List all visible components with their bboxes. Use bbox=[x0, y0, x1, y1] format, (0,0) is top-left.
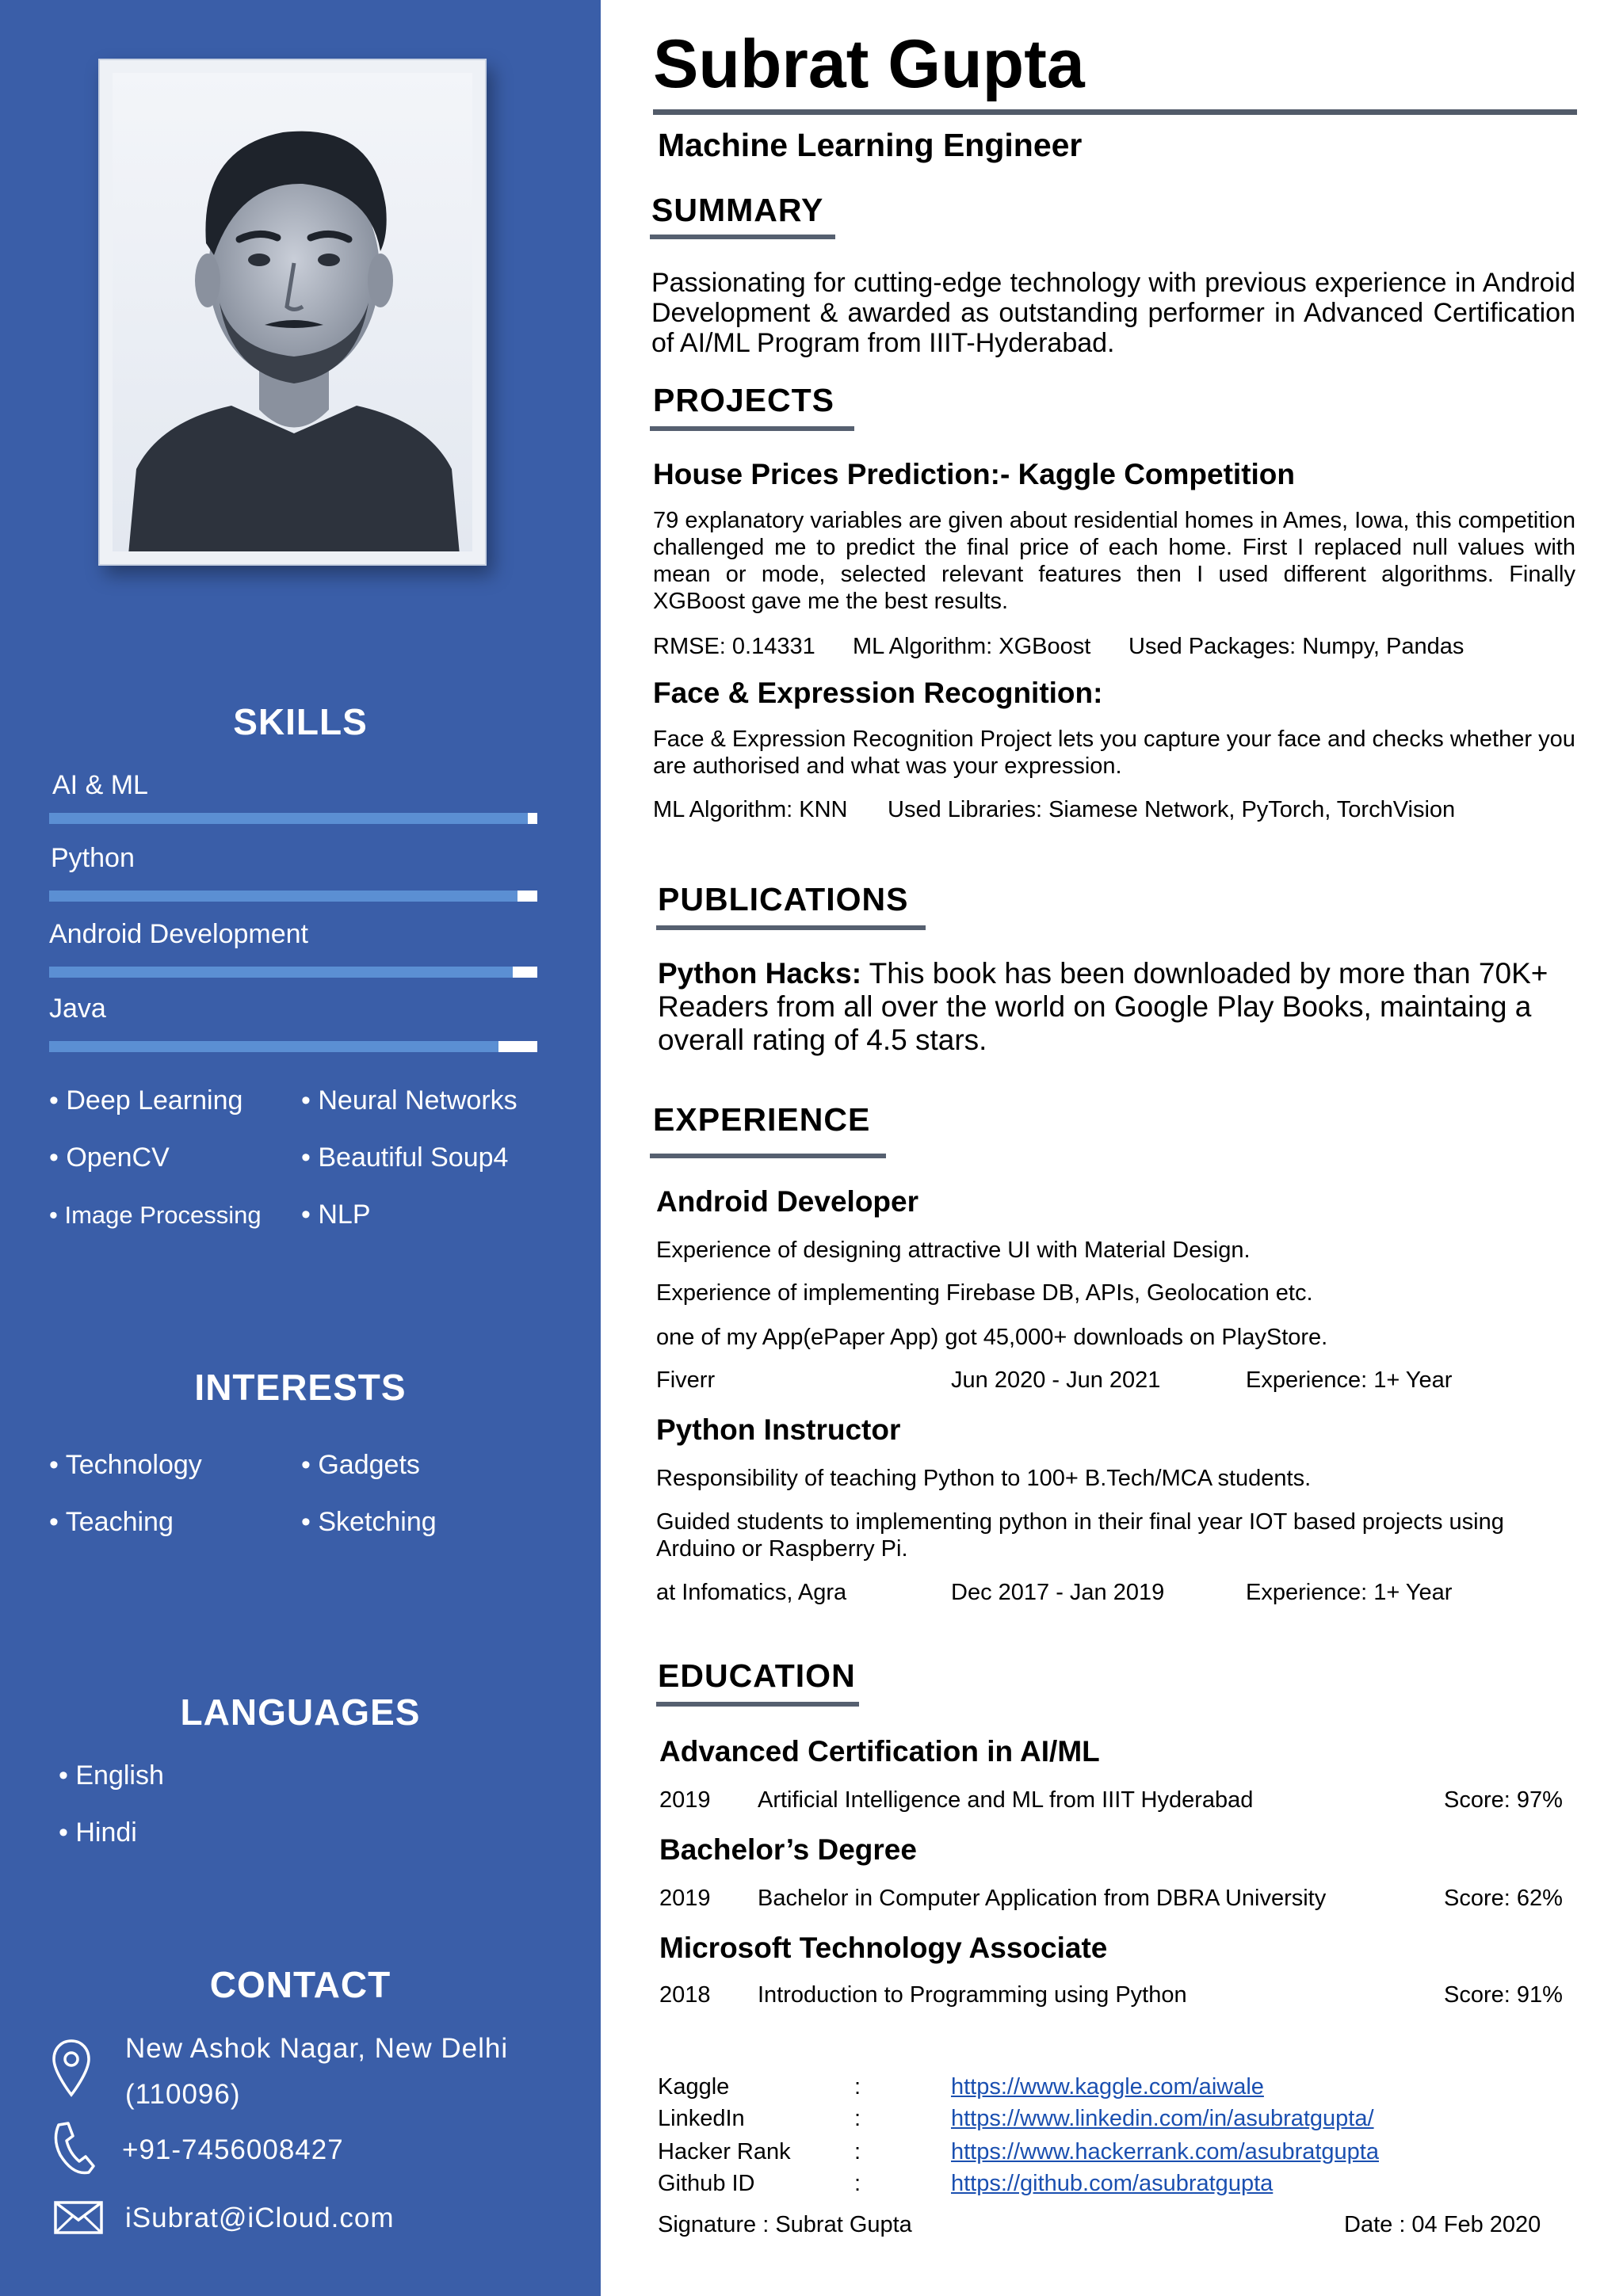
document-date: Date : 04 Feb 2020 bbox=[1344, 2212, 1541, 2237]
education-title: Microsoft Technology Associate bbox=[659, 1932, 1108, 1964]
phone-icon bbox=[51, 2120, 95, 2176]
interest-item: • Gadgets bbox=[301, 1450, 420, 1480]
link-label-github: Github ID bbox=[658, 2171, 755, 2196]
link-label-hackerrank: Hacker Rank bbox=[658, 2139, 791, 2164]
education-divider bbox=[656, 1702, 859, 1707]
project-title: Face & Expression Recognition: bbox=[653, 677, 1103, 709]
experience-line: Experience of designing attractive UI with Material Design. bbox=[656, 1238, 1251, 1263]
education-year: 2019 bbox=[659, 1787, 711, 1813]
contact-address: New Ashok Nagar, New Delhi bbox=[125, 2033, 509, 2064]
skill-tag: • Beautiful Soup4 bbox=[301, 1142, 509, 1173]
projects-heading: PROJECTS bbox=[653, 382, 834, 418]
experience-line: one of my App(ePaper App) got 45,000+ downloads on PlayStore. bbox=[656, 1325, 1328, 1350]
skill-bar-fill bbox=[49, 1041, 498, 1052]
summary-text: Passionating for cutting-edge technology with previous experience in Android Development & awarded as outstanding performer in Advanced Certification of AI/ML Program from IIIT-Hyderabad. bbox=[651, 268, 1575, 358]
project-description: Face & Expression Recognition Project lets you capture your face and checks whether you are authorised and what was your expression. bbox=[653, 727, 1575, 779]
experience-line: Responsibility of teaching Python to 100+ B.Tech/MCA students. bbox=[656, 1466, 1312, 1491]
education-year: 2019 bbox=[659, 1886, 711, 1911]
education-score: Score: 91% bbox=[1444, 1982, 1563, 2008]
link-separator: : bbox=[854, 2106, 861, 2131]
contact-address-pincode: (110096) bbox=[125, 2079, 241, 2110]
education-year: 2018 bbox=[659, 1982, 711, 2008]
interests-heading: INTERESTS bbox=[194, 1367, 407, 1408]
skill-bar bbox=[49, 891, 537, 902]
project-meta: ML Algorithm: XGBoost bbox=[853, 634, 1091, 659]
language-text: Hindi bbox=[75, 1817, 137, 1848]
language-item: • English bbox=[59, 1760, 164, 1791]
link-label-kaggle: Kaggle bbox=[658, 2074, 730, 2100]
experience-period: Jun 2020 - Jun 2021 bbox=[951, 1367, 1161, 1393]
profile-photo-image bbox=[113, 73, 472, 551]
skill-tag-text: OpenCV bbox=[66, 1142, 170, 1173]
skill-bar bbox=[49, 813, 537, 824]
projects-divider bbox=[650, 426, 854, 431]
skill-bar bbox=[49, 1041, 537, 1052]
skill-bar-fill bbox=[49, 967, 513, 978]
project-meta: Used Packages: Numpy, Pandas bbox=[1128, 634, 1465, 659]
experience-org: Fiverr bbox=[656, 1367, 716, 1393]
experience-org: at Infomatics, Agra bbox=[656, 1580, 847, 1605]
languages-heading: LANGUAGES bbox=[180, 1691, 421, 1733]
language-item: • Hindi bbox=[59, 1817, 137, 1848]
skill-label: Java bbox=[49, 994, 106, 1024]
experience-title: Python Instructor bbox=[656, 1413, 901, 1446]
interest-item: • Teaching bbox=[49, 1507, 174, 1537]
interest-text: Gadgets bbox=[318, 1450, 420, 1480]
skill-tag: • Neural Networks bbox=[301, 1085, 517, 1116]
publication-text bbox=[658, 957, 1577, 1057]
skill-tag: • Deep Learning bbox=[49, 1085, 243, 1116]
interest-text: Technology bbox=[65, 1450, 202, 1480]
education-score: Score: 97% bbox=[1444, 1787, 1563, 1813]
linkedin-link[interactable]: https://www.linkedin.com/in/asubratgupta/ bbox=[951, 2106, 1374, 2131]
education-title: Advanced Certification in AI/ML bbox=[659, 1735, 1100, 1768]
sidebar bbox=[0, 0, 601, 2296]
skill-bar-fill bbox=[49, 891, 517, 902]
portrait-illustration bbox=[113, 73, 472, 551]
skill-tag-text: Neural Networks bbox=[318, 1085, 517, 1116]
name-divider bbox=[653, 109, 1577, 115]
kaggle-link[interactable]: https://www.kaggle.com/aiwale bbox=[951, 2074, 1264, 2100]
experience-line: Guided students to implementing python in their final year IOT based projects using Arduino or Raspberry Pi. bbox=[656, 1509, 1504, 1562]
language-text: English bbox=[75, 1760, 164, 1791]
education-heading: EDUCATION bbox=[658, 1657, 856, 1694]
interest-text: Teaching bbox=[65, 1507, 174, 1537]
education-detail: Artificial Intelligence and ML from IIIT Hyderabad bbox=[758, 1787, 1254, 1813]
mail-icon bbox=[54, 2201, 103, 2234]
skill-tag-text: Image Processing bbox=[64, 1201, 262, 1229]
experience-title: Android Developer bbox=[656, 1185, 918, 1218]
location-pin-icon bbox=[51, 2038, 92, 2100]
link-separator: : bbox=[854, 2171, 861, 2196]
interest-item: • Technology bbox=[49, 1450, 202, 1480]
experience-heading: EXPERIENCE bbox=[653, 1101, 871, 1138]
publication-title: Python Hacks: bbox=[658, 957, 862, 990]
publication-description: This book has been downloaded by more than 70K+ Readers from all over the world on Google Play Books, maintaing a overall rating of 4.5 stars. bbox=[658, 957, 1549, 1056]
interest-text: Sketching bbox=[318, 1507, 437, 1537]
person-name: Subrat Gupta bbox=[653, 26, 1085, 102]
skills-heading: SKILLS bbox=[233, 701, 368, 742]
project-meta: ML Algorithm: KNN bbox=[653, 797, 848, 822]
education-score: Score: 62% bbox=[1444, 1886, 1563, 1911]
signature: Signature : Subrat Gupta bbox=[658, 2212, 912, 2237]
hackerrank-link[interactable]: https://www.hackerrank.com/asubratgupta bbox=[951, 2139, 1379, 2164]
link-label-linkedin: LinkedIn bbox=[658, 2106, 745, 2131]
project-title: House Prices Prediction:- Kaggle Competition bbox=[653, 458, 1296, 490]
skill-label: Python bbox=[51, 843, 135, 873]
experience-duration: Experience: 1+ Year bbox=[1246, 1580, 1453, 1605]
publications-divider bbox=[656, 925, 926, 930]
skill-bar-fill bbox=[49, 813, 528, 824]
education-title: Bachelor’s Degree bbox=[659, 1833, 917, 1866]
link-separator: : bbox=[854, 2074, 861, 2100]
contact-phone[interactable]: +91-7456008427 bbox=[122, 2134, 344, 2165]
skill-label: AI & ML bbox=[52, 770, 148, 800]
skill-bar bbox=[49, 967, 537, 978]
experience-period: Dec 2017 - Jan 2019 bbox=[951, 1580, 1165, 1605]
skill-tag: • NLP bbox=[301, 1199, 371, 1230]
summary-heading: SUMMARY bbox=[651, 192, 824, 228]
project-meta: RMSE: 0.14331 bbox=[653, 634, 815, 659]
skill-tag: • OpenCV bbox=[49, 1142, 170, 1173]
education-detail: Bachelor in Computer Application from DBRA University bbox=[758, 1886, 1327, 1911]
skill-tag-text: Deep Learning bbox=[66, 1085, 243, 1116]
experience-line: Experience of implementing Firebase DB, APIs, Geolocation etc. bbox=[656, 1280, 1313, 1306]
skill-tag: • Image Processing bbox=[49, 1201, 262, 1229]
education-detail: Introduction to Programming using Python bbox=[758, 1982, 1187, 2008]
contact-email[interactable]: iSubrat@iCloud.com bbox=[125, 2203, 395, 2233]
job-title: Machine Learning Engineer bbox=[658, 127, 1083, 163]
project-description: 79 explanatory variables are given about residential homes in Ames, Iowa, this competition challenged me to predict the final price of each home. First I replaced null values with mean or mode, selected relevant features then I used different algorithms. Finally XGBoost gave me the best results. bbox=[653, 508, 1575, 614]
skill-label: Android Development bbox=[49, 919, 308, 949]
experience-divider bbox=[650, 1154, 886, 1158]
profile-photo bbox=[98, 59, 487, 566]
main-content bbox=[601, 0, 1623, 2296]
project-meta: Used Libraries: Siamese Network, PyTorch, TorchVision bbox=[888, 797, 1456, 822]
interest-item: • Sketching bbox=[301, 1507, 437, 1537]
skill-tag-text: Beautiful Soup4 bbox=[318, 1142, 509, 1173]
publications-heading: PUBLICATIONS bbox=[658, 881, 909, 917]
skill-tag-text: NLP bbox=[318, 1199, 371, 1230]
contact-heading: CONTACT bbox=[209, 1964, 391, 2005]
github-link[interactable]: https://github.com/asubratgupta bbox=[951, 2171, 1274, 2196]
summary-divider bbox=[650, 235, 835, 239]
link-separator: : bbox=[854, 2139, 861, 2164]
experience-duration: Experience: 1+ Year bbox=[1246, 1367, 1453, 1393]
